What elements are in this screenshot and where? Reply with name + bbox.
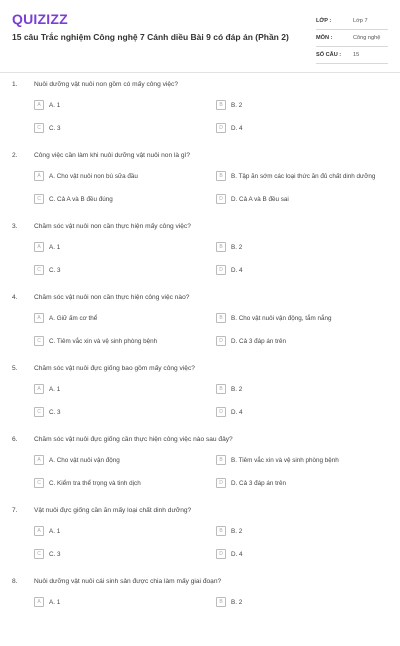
option-letter-box: B (216, 171, 226, 181)
question-number: 1. (12, 81, 18, 88)
answer-option[interactable] (34, 549, 61, 559)
option-letter-box: D (216, 336, 226, 346)
answer-option[interactable] (216, 407, 243, 417)
answer-option[interactable] (34, 242, 60, 252)
question-text: Chăm sóc vật nuôi non cần thực hiện công việc nào? (34, 294, 190, 301)
answer-option[interactable] (34, 194, 113, 204)
question-text: Chăm sóc vật nuôi đực giống bao gồm mấy công việc? (34, 365, 195, 372)
option-letter-box: B (216, 100, 226, 110)
question-item (0, 220, 400, 291)
answer-option[interactable] (34, 313, 97, 323)
option-letter-box: C (34, 194, 44, 204)
answer-option[interactable] (216, 194, 289, 204)
question-item (0, 575, 400, 646)
answer-option[interactable] (216, 171, 375, 181)
option-letter-box: B (216, 526, 226, 536)
answer-option[interactable] (34, 265, 61, 275)
question-number: 6. (12, 436, 18, 443)
option-letter-box: C (34, 478, 44, 488)
info-table (316, 13, 388, 64)
answer-option[interactable] (216, 242, 242, 252)
answer-option[interactable] (216, 265, 243, 275)
answer-option[interactable] (34, 526, 60, 536)
answer-option[interactable] (34, 455, 120, 465)
answer-option[interactable] (34, 407, 61, 417)
option-text: B. 2 (231, 598, 243, 606)
option-letter-box: D (216, 194, 226, 204)
info-value: 15 (353, 52, 360, 58)
answer-option[interactable] (216, 478, 286, 488)
option-text: D. Cả 3 đáp án trên (231, 337, 286, 345)
option-text: B. 2 (231, 527, 243, 535)
question-text: Vật nuôi đực giống cần ăn mấy loại chất dinh dưỡng? (34, 507, 192, 514)
question-item (0, 78, 400, 149)
option-text: C. 3 (49, 550, 61, 558)
option-text: D. 4 (231, 124, 243, 132)
question-number: 7. (12, 507, 18, 514)
question-item (0, 362, 400, 433)
question-number: 3. (12, 223, 18, 230)
question-number: 2. (12, 152, 18, 159)
option-text: D. 4 (231, 408, 243, 416)
info-row-subject (316, 30, 388, 47)
answer-option[interactable] (216, 100, 242, 110)
question-text: Chăm sóc vật nuôi đực giống cần thực hiện công việc nào sau đây? (34, 436, 233, 443)
question-text: Chăm sóc vật nuôi non cần thực hiện mấy công việc? (34, 223, 191, 230)
option-text: C. 3 (49, 408, 61, 416)
answer-option[interactable] (34, 336, 157, 346)
answer-option[interactable] (216, 123, 243, 133)
option-text: C. Cả A và B đều đúng (49, 195, 113, 203)
question-text: Công việc cần làm khi nuôi dưỡng vật nuôi non là gì? (34, 152, 191, 159)
answer-option[interactable] (216, 549, 243, 559)
answer-option[interactable] (34, 597, 60, 607)
option-text: A. Cho vật nuôi non bú sữa đầu (49, 172, 138, 180)
info-value: Công nghệ (353, 35, 381, 41)
option-letter-box: A (34, 455, 44, 465)
quizizz-logo: QUIZIZZ (12, 11, 68, 27)
question-number: 8. (12, 578, 18, 585)
answer-option[interactable] (34, 123, 61, 133)
option-letter-box: A (34, 597, 44, 607)
option-text: C. Kiểm tra thể trọng và tinh dịch (49, 479, 141, 487)
question-item (0, 433, 400, 504)
option-letter-box: D (216, 478, 226, 488)
option-letter-box: A (34, 100, 44, 110)
answer-option[interactable] (216, 336, 286, 346)
option-letter-box: C (34, 407, 44, 417)
question-item (0, 504, 400, 575)
option-text: D. 4 (231, 550, 243, 558)
option-letter-box: C (34, 336, 44, 346)
info-row-grade (316, 13, 388, 30)
question-text: Nuôi dưỡng vật nuôi cái sinh sản được chia làm mấy giai đoạn? (34, 578, 222, 585)
info-row-count (316, 47, 388, 64)
option-letter-box: C (34, 265, 44, 275)
option-letter-box: B (216, 313, 226, 323)
answer-option[interactable] (34, 384, 60, 394)
option-letter-box: C (34, 549, 44, 559)
header (0, 0, 400, 68)
question-list (0, 78, 400, 646)
option-text: C. Tiêm vắc xin và vệ sinh phòng bệnh (49, 337, 158, 345)
option-text: B. 2 (231, 101, 243, 109)
option-letter-box: B (216, 242, 226, 252)
option-text: B. Tiêm vắc xin và vệ sinh phòng bệnh (231, 456, 339, 464)
option-letter-box: D (216, 265, 226, 275)
option-letter-box: A (34, 242, 44, 252)
option-text: B. 2 (231, 385, 243, 393)
header-divider (0, 72, 400, 73)
answer-option[interactable] (216, 597, 242, 607)
option-text: C. 3 (49, 266, 61, 274)
answer-option[interactable] (216, 313, 331, 323)
info-label: LỚP : (316, 18, 332, 24)
answer-option[interactable] (34, 171, 138, 181)
question-item (0, 291, 400, 362)
option-text: A. Giữ ấm cơ thể (49, 314, 98, 322)
info-label: SỐ CÂU : (316, 52, 342, 58)
option-text: A. 1 (49, 527, 61, 535)
option-text: B. 2 (231, 243, 243, 251)
option-letter-box: D (216, 123, 226, 133)
option-text: B. Tập ăn sớm các loại thức ăn đủ chất dinh dưỡng (231, 172, 376, 180)
answer-option[interactable] (34, 478, 141, 488)
option-letter-box: D (216, 549, 226, 559)
option-text: D. 4 (231, 266, 243, 274)
option-letter-box: A (34, 171, 44, 181)
answer-option[interactable] (34, 100, 60, 110)
question-text: Nuôi dưỡng vật nuôi non gồm có mấy công việc? (34, 81, 178, 88)
option-letter-box: A (34, 384, 44, 394)
option-letter-box: B (216, 455, 226, 465)
option-letter-box: A (34, 526, 44, 536)
question-number: 5. (12, 365, 18, 372)
answer-option[interactable] (216, 455, 339, 465)
option-letter-box: A (34, 313, 44, 323)
option-text: A. Cho vật nuôi vận động (49, 456, 120, 464)
option-letter-box: B (216, 384, 226, 394)
info-value: Lớp 7 (353, 18, 368, 24)
option-text: A. 1 (49, 101, 61, 109)
option-text: C. 3 (49, 124, 61, 132)
document-title: 15 câu Trắc nghiệm Công nghệ 7 Cánh diều Bài 9 có đáp án (Phần 2) (12, 32, 289, 42)
option-text: A. 1 (49, 385, 61, 393)
option-text: A. 1 (49, 243, 61, 251)
option-letter-box: B (216, 597, 226, 607)
info-label: MÔN : (316, 35, 333, 41)
option-letter-box: D (216, 407, 226, 417)
question-item (0, 149, 400, 220)
answer-option[interactable] (216, 384, 242, 394)
option-text: D. Cả 3 đáp án trên (231, 479, 286, 487)
answer-option[interactable] (216, 526, 242, 536)
option-text: D. Cả A và B đều sai (231, 195, 289, 203)
option-text: A. 1 (49, 598, 61, 606)
option-letter-box: C (34, 123, 44, 133)
option-text: B. Cho vật nuôi vận động, tắm nắng (231, 314, 332, 322)
question-number: 4. (12, 294, 18, 301)
